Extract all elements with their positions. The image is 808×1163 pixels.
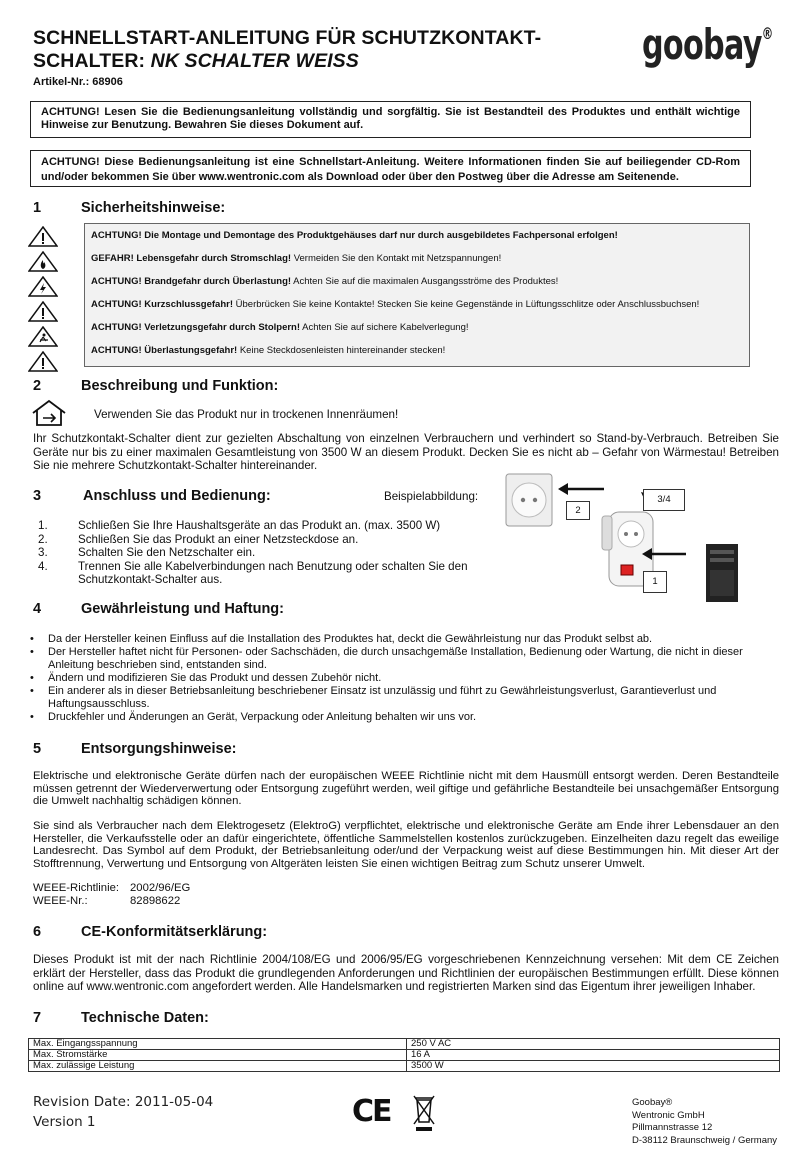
ce-mark: CE xyxy=(352,1094,391,1129)
safety-item-6: ACHTUNG! Überlastungsgefahr! Keine Steckdosenleisten hintereinander stecken! xyxy=(91,345,446,356)
section-6-heading: 6 CE-Konformitätserklärung: xyxy=(33,924,268,940)
disposal-paragraph-1: Elektrische und elektronische Geräte dürfen nach der europäischen WEEE Richtlinie nicht mit dem Hausmüll entsorgt werden. Deren Bestandteile müssen getrennt der Wiederverwertung oder Entsorgung zugeführt werden, weil giftige und gefährliche Bestandteile bei unsachgemäßer Entsorgung die Umwelt nachhaltig schädigen können. xyxy=(33,770,779,807)
warning-icon-2 xyxy=(28,301,58,322)
notice-box-2 xyxy=(30,150,751,187)
indoor-use-icon xyxy=(29,399,77,427)
safety-item-3: ACHTUNG! Brandgefahr durch Überlastung! Achten Sie auf die maximalen Ausgangsströme des Produktes! xyxy=(91,276,559,287)
indoor-use-text: Verwenden Sie das Produkt nur in trockenen Innenräumen! xyxy=(94,408,399,421)
steps-list xyxy=(38,519,468,587)
example-figure xyxy=(496,472,746,607)
step-3: 3. Schalten Sie den Netzschalter ein. xyxy=(38,546,256,559)
step-2: 2. Schließen Sie das Produkt an einer Netzsteckdose an. xyxy=(38,532,359,546)
safety-notes-box xyxy=(84,223,750,367)
electric-shock-icon xyxy=(28,276,58,297)
safety-item-2: GEFAHR! Lebensgefahr durch Stromschlag! Vermeiden Sie den Kontakt mit Netzspannungen! xyxy=(91,253,502,264)
article-number: Artikel-Nr.: 68906 xyxy=(33,76,123,88)
section-1-heading: 1 Sicherheitshinweise: xyxy=(33,200,226,216)
notice-box-1 xyxy=(30,101,751,138)
step-1: 1. Schließen Sie Ihre Haushaltsgeräte an das Produkt an. (max. 3500 W) xyxy=(38,519,441,532)
section-3-heading: 3 Anschluss und Bedienung: xyxy=(33,488,271,504)
weee-info: WEEE-Richtlinie: 2002/96/EG WEEE-Nr.: 82898622 xyxy=(33,882,191,907)
overload-warning-icon xyxy=(28,351,58,372)
revision-info xyxy=(33,1092,213,1132)
section-2-body: Ihr Schutzkontakt-Schalter dient zur gezielten Abschaltung von einzelnen Verbrauchern und verhindert so Stand-by-Verbrauch. Betreiben Sie Geräte nur bis zu einer maximalen Gesamtleistung von 3500 W an diesem Produkt. Decken Sie es nicht ab – Gefahr von Wärmestau! Betreiben Sie nie mehrere Schutzkontakt-Schalter hintereinander. xyxy=(33,432,779,472)
safety-item-4: ACHTUNG! Kurzschlussgefahr! Überbrücken Sie keine Kontakte! Stecken Sie keine Gegenstände in Lüftungsschlitze oder Anschlussbuchsen! xyxy=(91,299,700,310)
step-4: 4. Trennen Sie alle Kabelverbindungen nach Benutzung oder schalten Sie den Schutzkontakt-Schalter aus. xyxy=(38,559,468,586)
fire-warning-icon xyxy=(28,251,58,272)
notice-2-text: ACHTUNG! Diese Bedienungsanleitung ist eine Schnellstart-Anleitung. Weitere Informationen finden Sie auf beiliegender CD-Rom und/oder bekommen Sie über www.wentronic.com als Download oder über den Postweg über die Adresse am Seitenende. xyxy=(41,156,740,183)
disposal-paragraph-2: Sie sind als Verbraucher nach dem Elektrogesetz (ElektroG) verpflichtet, elektrische und elektronische Geräte am Ende ihrer Lebensdauer an den Hersteller, die Verkaufsstelle oder an dafür eingerichtete, öffentliche Sammelstellen kostenlos zurückzugeben. Einzelheiten dazu regelt das eweilige Landesrecht. Das Symbol auf dem Produkt, der Betriebsanleitung oder/und der Verpackung weist auf diese Bestimmungen hin. Mit dieser Art der Stofftrennung, Verwertung und Entsorgung von Altgeräten leisten Sie einen wichtigen Beitrag zum Schutz unserer Umwelt. xyxy=(33,820,779,870)
safety-icons xyxy=(28,226,60,376)
product-name: NK SCHALTER WEISS xyxy=(150,50,359,72)
goobay-logo: goobay® xyxy=(642,20,773,69)
document-title xyxy=(33,27,541,73)
warranty-item-3: • Ändern und modifizieren Sie das Produkt und dessen Zubehör nicht. xyxy=(30,672,382,684)
table-row: Max. Stromstärke 16 A xyxy=(29,1050,780,1061)
figure-label-3-4: 3/4 xyxy=(643,489,685,511)
warranty-item-5: • Druckfehler und Änderungen an Gerät, Verpackung oder Anleitung behalten wir uns vor. xyxy=(30,711,477,723)
version: Version 1 xyxy=(33,1114,96,1130)
title-line-1: SCHNELLSTART-ANLEITUNG FÜR SCHUTZKONTAKT- xyxy=(33,27,542,49)
table-row: Max. Eingangsspannung 250 V AC xyxy=(29,1039,780,1050)
figure-label-1: 1 xyxy=(643,571,667,593)
revision-date: Revision Date: 2011-05-04 xyxy=(33,1094,214,1110)
example-figure-label: Beispielabbildung: xyxy=(384,490,479,503)
table-row: Max. zulässige Leistung 3500 W xyxy=(29,1061,780,1072)
warranty-item-2: • Der Hersteller haftet nicht für Personen- oder Sachschäden, die durch unsachgemäße Installation, Bedienung oder Wartung, die nicht in dieser Anleitung beschrieben sind, entstanden sind. xyxy=(30,646,743,671)
section-4-heading: 4 Gewährleistung und Haftung: xyxy=(33,601,284,617)
warranty-item-1: • Da der Hersteller keinen Einfluss auf die Installation des Produktes hat, deckt die Gewährleistung nur das Produkt selbst ab. xyxy=(30,633,653,645)
section-7-heading: 7 Technische Daten: xyxy=(33,1010,209,1026)
company-address: Goobay® Wentronic GmbH Pillmannstrasse 12 D-38112 Braunschweig / Germany xyxy=(632,1097,778,1146)
figure-label-2: 2 xyxy=(566,501,590,520)
trip-hazard-icon xyxy=(28,326,58,347)
notice-1-text: ACHTUNG! Lesen Sie die Bedienungsanleitung vollständig und sorgfältig. Sie ist Bestandteil des Produktes und enthält wichtige Hinweise zur Benutzung. Bewahren Sie dieses Dokument auf. xyxy=(41,106,740,131)
ce-declaration-body: Dieses Produkt ist mit der nach Richtlinie 2004/108/EG und 2006/95/EG vorgeschriebenen Kennzeichnung versehen: Mit dem CE Zeichen erklärt der Hersteller, dass das Produkt die grundlegenden Anforderungen und Richtlinien der europäischen Bestimmungen erfüllt. Diese können online auf www.wentronic.com angefordert werden. Alle Handelsmarken und registrierten Marken sind das Eigentum ihrer jeweiligen Inhaber. xyxy=(33,953,779,993)
section-5-heading: 5 Entsorgungshinweise: xyxy=(33,741,237,757)
weee-bin-icon xyxy=(412,1094,436,1132)
warranty-item-4: • Ein anderer als in dieser Betriebsanleitung beschriebener Einsatz ist unzulässig und führt zu Gewährleistungsverlust, Garantieverlust und Haftungsausschluss. xyxy=(30,685,717,710)
safety-item-5: ACHTUNG! Verletzungsgefahr durch Stolpern! Achten Sie auf sichere Kabelverlegung! xyxy=(91,322,469,333)
safety-item-1: ACHTUNG! Die Montage und Demontage des Produktgehäuses darf nur durch ausgebildetes Fachpersonal erfolgen! xyxy=(91,230,618,241)
warning-icon xyxy=(28,226,58,247)
warranty-list xyxy=(30,633,750,724)
section-2-heading: 2 Beschreibung und Funktion: xyxy=(33,378,279,394)
technical-data-table xyxy=(28,1038,780,1072)
title-line-2: SCHALTER: NK SCHALTER WEISS xyxy=(33,50,359,72)
